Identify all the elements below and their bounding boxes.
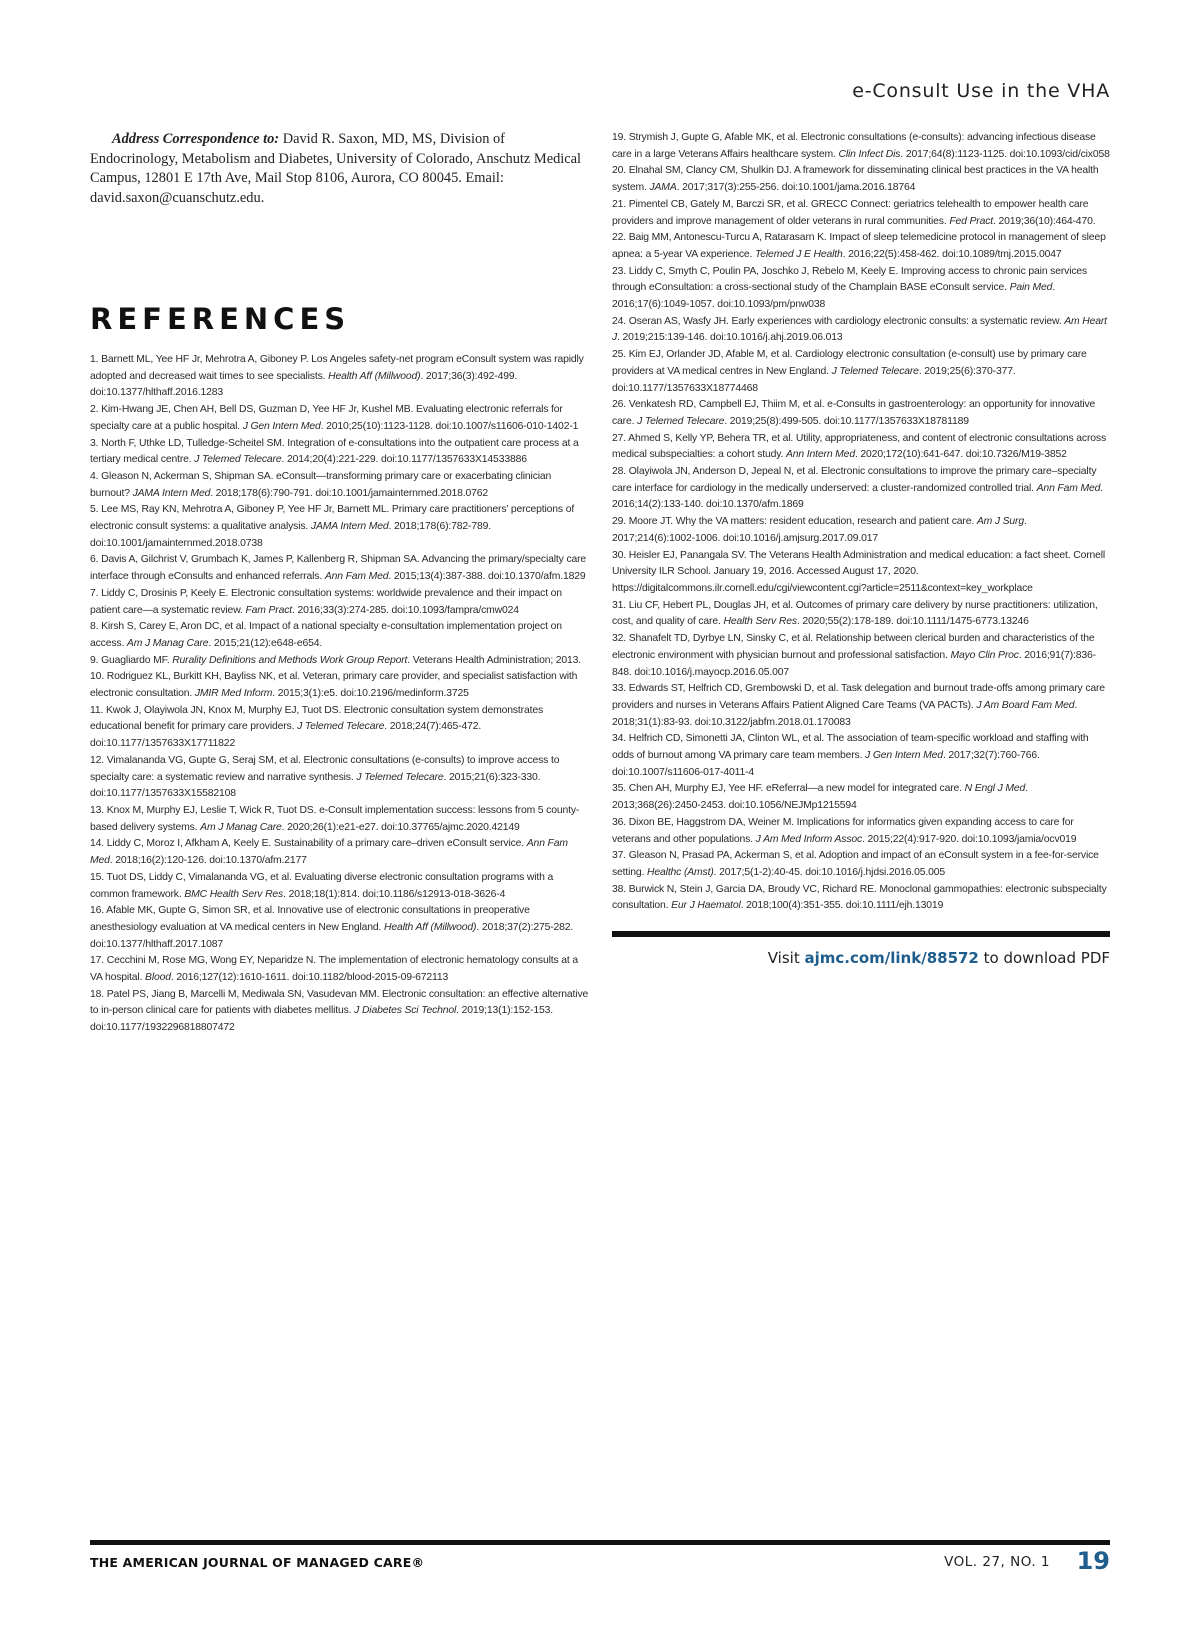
reference-journal: JAMA [649,182,677,194]
reference-text: . 2017;36(3):492-499. doi:10.1377/hlthaff.2016.1283 [90,370,518,399]
reference-text: . 2017;214(6):1002-1006. doi:10.1016/j.amjsurg.2017.09.017 [612,516,1027,544]
reference-journal: J Gen Intern Med [865,750,943,762]
reference-journal: Pain Med [1009,282,1053,294]
reference-item [90,436,590,469]
reference-journal: J Telemed Telecare [637,415,725,427]
reference-text: . 2015;3(1):e5. doi:10.2196/medinform.3725 [272,688,469,700]
section-divider [612,931,1110,937]
reference-item [612,347,1110,397]
reference-text: . 2018;16(2):120-126. doi:10.1370/afm.2177 [109,855,307,867]
download-link[interactable]: ajmc.com/link/88572 [804,949,979,968]
reference-item [612,514,1110,547]
reference-text: 1. Barnett ML, Yee HF Jr, Mehrotra A, Giboney P. Los Angeles safety-net program eConsult system was rapidly adopted and decreased wait times to see specialists. [90,354,584,382]
reference-item [612,781,1110,814]
reference-journal: Health Aff (Millwood) [384,921,477,933]
download-pdf-notice [612,949,1110,967]
reference-journal: JAMA Intern Med [310,521,389,533]
reference-item [90,903,590,953]
reference-text: 15. Tuot DS, Liddy C, Vimalananda VG, et al. Evaluating diverse electronic consultation programs with a common framework. [90,871,554,900]
reference-item [612,815,1110,848]
reference-item [90,502,590,552]
reference-text: 6. Davis A, Gilchrist V, Grumbach K, James P, Kallenberg R, Shipman SA. Advancing the primary/specialty care interface through eConsults and enhanced referrals. [90,554,587,583]
reference-text: 11. Kwok J, Olayiwola JN, Knox M, Murphy EJ, Tuot DS. Electronic consultation system demonstrates educational benefit for primary care providers. [90,704,544,733]
correspondence-text: David R. Saxon, MD, MS, Division of Endocrinology, Metabolism and Diabetes, University of Colorado, Anschutz Medical Campus, 12801 E 17th Ave, Mail Stop 8106, Aurora, CO 80045. Email: david.saxon@cuanschutz.edu. [90,131,582,206]
download-prefix: Visit [767,949,805,968]
download-suffix: to download PDF [978,949,1110,968]
reference-text: . 2020;26(1):e21-e27. doi:10.37765/ajmc.2020.42149 [281,821,520,833]
reference-text: . 2018;100(4):351-355. doi:10.1111/ejh.13019 [740,900,944,912]
reference-item [612,848,1110,881]
reference-text: . 2018;24(7):465-472. doi:10.1177/1357633X17711822 [90,721,482,750]
reference-journal: Health Serv Res [723,616,797,628]
reference-text: . 2016;127(12):1610-1611. doi:10.1182/blood-2015-09-672113 [170,972,449,984]
reference-item [612,681,1110,731]
reference-text: . 2015;21(12):e648-e654. [208,637,323,649]
reference-item [90,703,590,753]
reference-text: . 2015;21(6):323-330. doi:10.1177/1357633X15582108 [90,771,541,800]
reference-journal: JAMA Intern Med [132,487,211,499]
reference-text: 30. Heisler EJ, Panangala SV. The Veterans Health Administration and medical education: a fact sheet. Cornell University ILR School. January 19, 2016. Accessed August 17, 2020. https://digitalcommons.ilr.cornell.edu/cgi/viewcontent.cgi?article=2511&context=key_workplace [612,549,1106,594]
reference-text: . 2015;13(4):387-388. doi:10.1370/afm.1829 [388,571,586,583]
reference-text: 36. Dixon BE, Haggstrom DA, Weiner M. Implications for informatics given expanding access to care for veterans and other populations. [612,816,1074,845]
reference-item [612,197,1110,230]
reference-journal: J Gen Intern Med [242,420,321,432]
reference-item [90,653,590,670]
reference-text: . 2015;22(4):917-920. doi:10.1093/jamia/ocv019 [862,833,1077,845]
reference-item [90,352,590,402]
reference-text: 28. Olayiwola JN, Anderson D, Jepeal N, et al. Electronic consultations to improve the primary care–specialty care interface for cardiology in the medically underserved: a cluster-randomized controlled trial. [612,466,1097,494]
reference-journal: J Telemed Telecare [194,454,282,466]
reference-journal: BMC Health Serv Res [184,888,284,900]
correspondence-lead: Address Correspondence to: [112,131,280,147]
reference-journal: Fam Pract [245,604,293,616]
reference-text: 38. Burwick N, Stein J, Garcia DA, Broudy VC, Richard RE. Monoclonal gammopathies: electronic subspecialty consultation. [612,883,1107,912]
reference-text: 4. Gleason N, Ackerman S, Shipman SA. eConsult—transforming primary care or exacerbating clinician burnout? [90,470,552,499]
reference-text: . 2017;317(3):255-256. doi:10.1001/jama.2016.18764 [676,182,916,194]
reference-journal: Blood [145,972,171,984]
reference-text: . 2016;33(3):274-285. doi:10.1093/fampra/cmw024 [292,604,519,616]
right-column [612,130,1110,967]
correspondence-address [90,130,590,208]
reference-item [90,836,590,869]
reference-item [90,469,590,502]
reference-journal: Ann Fam Med [1036,482,1101,494]
reference-journal: Health Aff (Millwood) [328,370,421,382]
reference-item [90,803,590,836]
reference-text: 7. Liddy C, Drosinis P, Keely E. Electronic consultation systems: worldwide prevalence and their impact on patient care—a systematic review. [90,587,562,616]
reference-text: . 2018;178(6):782-789. doi:10.1001/jamainternmed.2018.0738 [90,521,491,549]
reference-text: 26. Venkatesh RD, Campbell EJ, Thiim M, et al. e-Consults in gastroenterology: an opportunity for innovative care. [612,399,1096,427]
reference-item [90,953,590,986]
reference-item [612,548,1110,598]
reference-journal: Eur J Haematol [671,900,741,912]
reference-text: 25. Kim EJ, Orlander JD, Afable M, et al. Cardiology electronic consultation (e-consult) use by primary care providers at VA medical centres in New England. [612,349,1087,377]
footer-volume: VOL. 27, NO. 1 [944,1554,1050,1570]
reference-journal: J Am Board Fam Med [976,699,1075,711]
reference-item [90,669,590,702]
reference-text: 14. Liddy C, Moroz I, Afkham A, Keely E. Sustainability of a primary care–driven eConsult service. [90,838,527,850]
reference-text: . 2010;25(10):1123-1128. doi:10.1007/s11606-010-1402-1 [320,420,579,432]
references-list-left [90,352,590,1037]
reference-item [90,870,590,903]
reference-journal: J Am Med Inform Assoc [755,833,863,845]
reference-text: 3. North F, Uthke LD, Tulledge-Scheitel SM. Integration of e-consultations into the outpatient care process at a tertiary medical centre. [90,437,579,466]
reference-text: . 2018;178(6):790-791. doi:10.1001/jamainternmed.2018.0762 [210,487,489,499]
reference-text: 2. Kim-Hwang JE, Chen AH, Bell DS, Guzman D, Yee HF Jr, Kushel MB. Evaluating electronic referrals for specialty care at a public hospital. [90,404,563,432]
reference-text: 32. Shanafelt TD, Dyrbye LN, Sinsky C, et al. Relationship between clerical burden and characteristics of the electronic environment with physician burnout and professional satisfaction. [612,633,1095,661]
reference-journal: Clin Infect Dis [838,148,901,160]
reference-text: . 2019;215:139-146. doi:10.1016/j.ahj.2019.06.013 [617,332,843,344]
reference-text: . 2019;25(8):499-505. doi:10.1177/1357633X18781189 [724,415,969,427]
reference-text: . 2017;64(8):1123-1125. doi:10.1093/cid/cix058 [900,148,1110,160]
reference-item [90,619,590,652]
reference-text: 20. Elnahal SM, Clancy CM, Shulkin DJ. A framework for disseminating clinical best practices in the VA health system. [612,165,1099,194]
reference-text: . 2018;37(2):275-282. doi:10.1377/hlthaff.2017.1087 [90,921,574,950]
reference-journal: N Engl J Med [964,783,1026,795]
reference-item [90,987,590,1037]
reference-text: . 2013;368(26):2450-2453. doi:10.1056/NEJMp1215594 [612,783,1028,812]
reference-item [612,464,1110,514]
reference-journal: Am J Manag Care [126,637,209,649]
reference-text: 24. Oseran AS, Wasfy JH. Early experiences with cardiology electronic consults: a systematic review. [612,315,1065,327]
left-column [90,130,590,1037]
reference-text: . 2016;91(7):836-848. doi:10.1016/j.mayocp.2016.05.007 [612,649,1096,678]
reference-text: . 2016;17(6):1049-1057. doi:10.1093/pm/pnw038 [612,282,1056,311]
reference-text: 13. Knox M, Murphy EJ, Leslie T, Wick R, Tuot DS. e-Consult implementation success: lessons from 5 county-based delivery systems. [90,804,580,833]
reference-text: 17. Cecchini M, Rose MG, Wong EY, Neparidze N. The implementation of electronic hematology consults at a VA hospital. [90,955,579,984]
references-list-right [612,130,1110,915]
reference-item [612,264,1110,314]
reference-journal: J Telemed Telecare [356,771,444,783]
reference-text: 5. Lee MS, Ray KN, Mehrotra A, Giboney P, Yee HF Jr, Barnett ML. Primary care practitioners’ perceptions of electronic consult systems: a qualitative analysis. [90,504,575,533]
reference-item [612,882,1110,915]
reference-text: . 2014;20(4):221-229. doi:10.1177/1357633X14533886 [281,454,527,466]
reference-item [612,130,1110,163]
reference-journal: Am J Surg [976,516,1024,528]
reference-text: 23. Liddy C, Smyth C, Poulin PA, Joschko J, Rebelo M, Keely E. Improving access to chronic pain services through eConsultation: a cross-sectional study of the Champlain BASE eConsult service. [612,265,1088,294]
reference-text: 8. Kirsh S, Carey E, Aron DC, et al. Impact of a national specialty e-consultation implementation project on access. [90,621,562,649]
reference-journal: Am J Manag Care [200,821,282,833]
reference-item [90,402,590,435]
reference-item [90,552,590,585]
reference-text: 18. Patel PS, Jiang B, Marcelli M, Mediwala SN, Vasudevan MM. Electronic consultation: an effective alternative to in-person clinical care for patients with diabetes mellitus. [90,988,589,1017]
reference-text: 10. Rodriguez KL, Burkitt KH, Bayliss NK, et al. Veteran, primary care provider, and specialist satisfaction with electronic consultation. [90,671,578,700]
reference-item [90,753,590,803]
reference-journal: Ann Fam Med [324,571,389,583]
reference-journal: J Telemed Telecare [831,365,919,377]
references-heading: REFERENCES [90,302,351,336]
reference-text: . 2018;31(1):83-93. doi:10.3122/jabfm.2018.01.170083 [612,699,1078,728]
reference-item [90,586,590,619]
reference-text: 31. Liu CF, Hebert PL, Douglas JH, et al. Outcomes of primary care delivery by nurse practitioners: utilization, cost, and quality of care. [612,599,1098,628]
reference-text: 19. Strymish J, Gupte G, Afable MK, et al. Electronic consultations (e-consults): advancing infectious disease care in a large Veterans Affairs healthcare system. [612,132,1096,160]
reference-journal: Am Heart J [612,315,1107,344]
footer-journal-name: THE AMERICAN JOURNAL OF MANAGED CARE® [90,1555,425,1570]
reference-text: . 2019;25(6):370-377. doi:10.1177/1357633X18774468 [612,365,1016,394]
reference-item [612,314,1110,347]
reference-text: . 2020;172(10):641-647. doi:10.7326/M19-3852 [854,449,1067,461]
reference-journal: Ann Fam Med [90,838,568,867]
reference-text: 33. Edwards ST, Helfrich CD, Grembowski D, et al. Task delegation and burnout trade-offs among primary care providers and nurses in Veterans Affairs Patient Aligned Care Teams (VA PACTs). [612,683,1105,711]
reference-text: 34. Helfrich CD, Simonetti JA, Clinton WL, et al. The association of team-specific workload and staffing with odds of burnout among VA primary care team members. [612,733,1089,762]
reference-journal: JMIR Med Inform [194,688,273,700]
reference-journal: Healthc (Amst) [647,866,714,878]
reference-text: 22. Baig MM, Antonescu-Turcu A, Ratarasarn K. Impact of sleep telemedicine protocol in management of sleep apnea: a 5-year VA experience. [612,232,1106,260]
reference-text: . 2017;32(7):760-766. doi:10.1007/s11606-017-4011-4 [612,750,1040,778]
reference-text: . 2016;22(5):458-462. doi:10.1089/tmj.2015.0047 [842,248,1062,260]
reference-journal: J Telemed Telecare [297,721,385,733]
reference-text: . 2019;36(10):464-470. [993,215,1096,227]
footer-rule [90,1540,1110,1545]
page-number: 19 [1076,1547,1110,1575]
reference-item [612,230,1110,263]
reference-text: 37. Gleason N, Prasad PA, Ackerman S, et al. Adoption and impact of an eConsult system in a fee-for-service setting. [612,850,1099,878]
reference-text: 35. Chen AH, Murphy EJ, Yee HF. eReferral—a new model for integrated care. [612,783,965,795]
reference-journal: Ann Intern Med [786,449,855,461]
running-title: e-Consult Use in the VHA [852,80,1110,102]
reference-text: . 2016;14(2):133-140. doi:10.1370/afm.1869 [612,482,1104,511]
reference-text: . 2018;18(1):814. doi:10.1186/s12913-018-3626-4 [283,888,506,900]
reference-text: . 2017;5(1-2):40-45. doi:10.1016/j.hjdsi.2016.05.005 [713,866,946,878]
reference-text: 27. Ahmed S, Kelly YP, Behera TR, et al. Utility, appropriateness, and content of electronic consultations across medical subspecialties: a cohort study. [612,432,1107,461]
reference-text: 21. Pimentel CB, Gately M, Barczi SR, et al. GRECC Connect: geriatrics telehealth to empower health care providers and improve management of older veterans in rural communities. [612,198,1089,227]
reference-journal: Telemed J E Health [755,248,843,260]
reference-item [612,397,1110,430]
reference-journal: J Diabetes Sci Technol [354,1005,457,1017]
reference-text: 9. Guagliardo MF. [90,654,173,666]
reference-item [612,431,1110,464]
reference-item [612,631,1110,681]
reference-text: . 2019;13(1):152-153. doi:10.1177/1932296818807472 [90,1005,553,1034]
reference-item [612,163,1110,196]
reference-text: 29. Moore JT. Why the VA matters: resident education, research and patient care. [612,516,977,528]
reference-item [612,731,1110,781]
reference-journal: Mayo Clin Proc [950,649,1019,661]
reference-text: 12. Vimalananda VG, Gupte G, Seraj SM, et al. Electronic consultations (e-consults) to improve access to specialty care: a systematic review and narrative synthesis. [90,754,560,783]
reference-text: 16. Afable MK, Gupte G, Simon SR, et al. Innovative use of electronic consultations in preoperative anesthesiology evaluation at VA medical centers in New England. [90,905,530,933]
reference-item [612,598,1110,631]
reference-text: . 2020;55(2):178-189. doi:10.1111/1475-6773.13246 [796,616,1029,628]
reference-journal: Rurality Definitions and Methods Work Group Report [172,654,408,666]
reference-text: . Veterans Health Administration; 2013. [407,654,582,666]
reference-journal: Fed Pract [949,215,994,227]
